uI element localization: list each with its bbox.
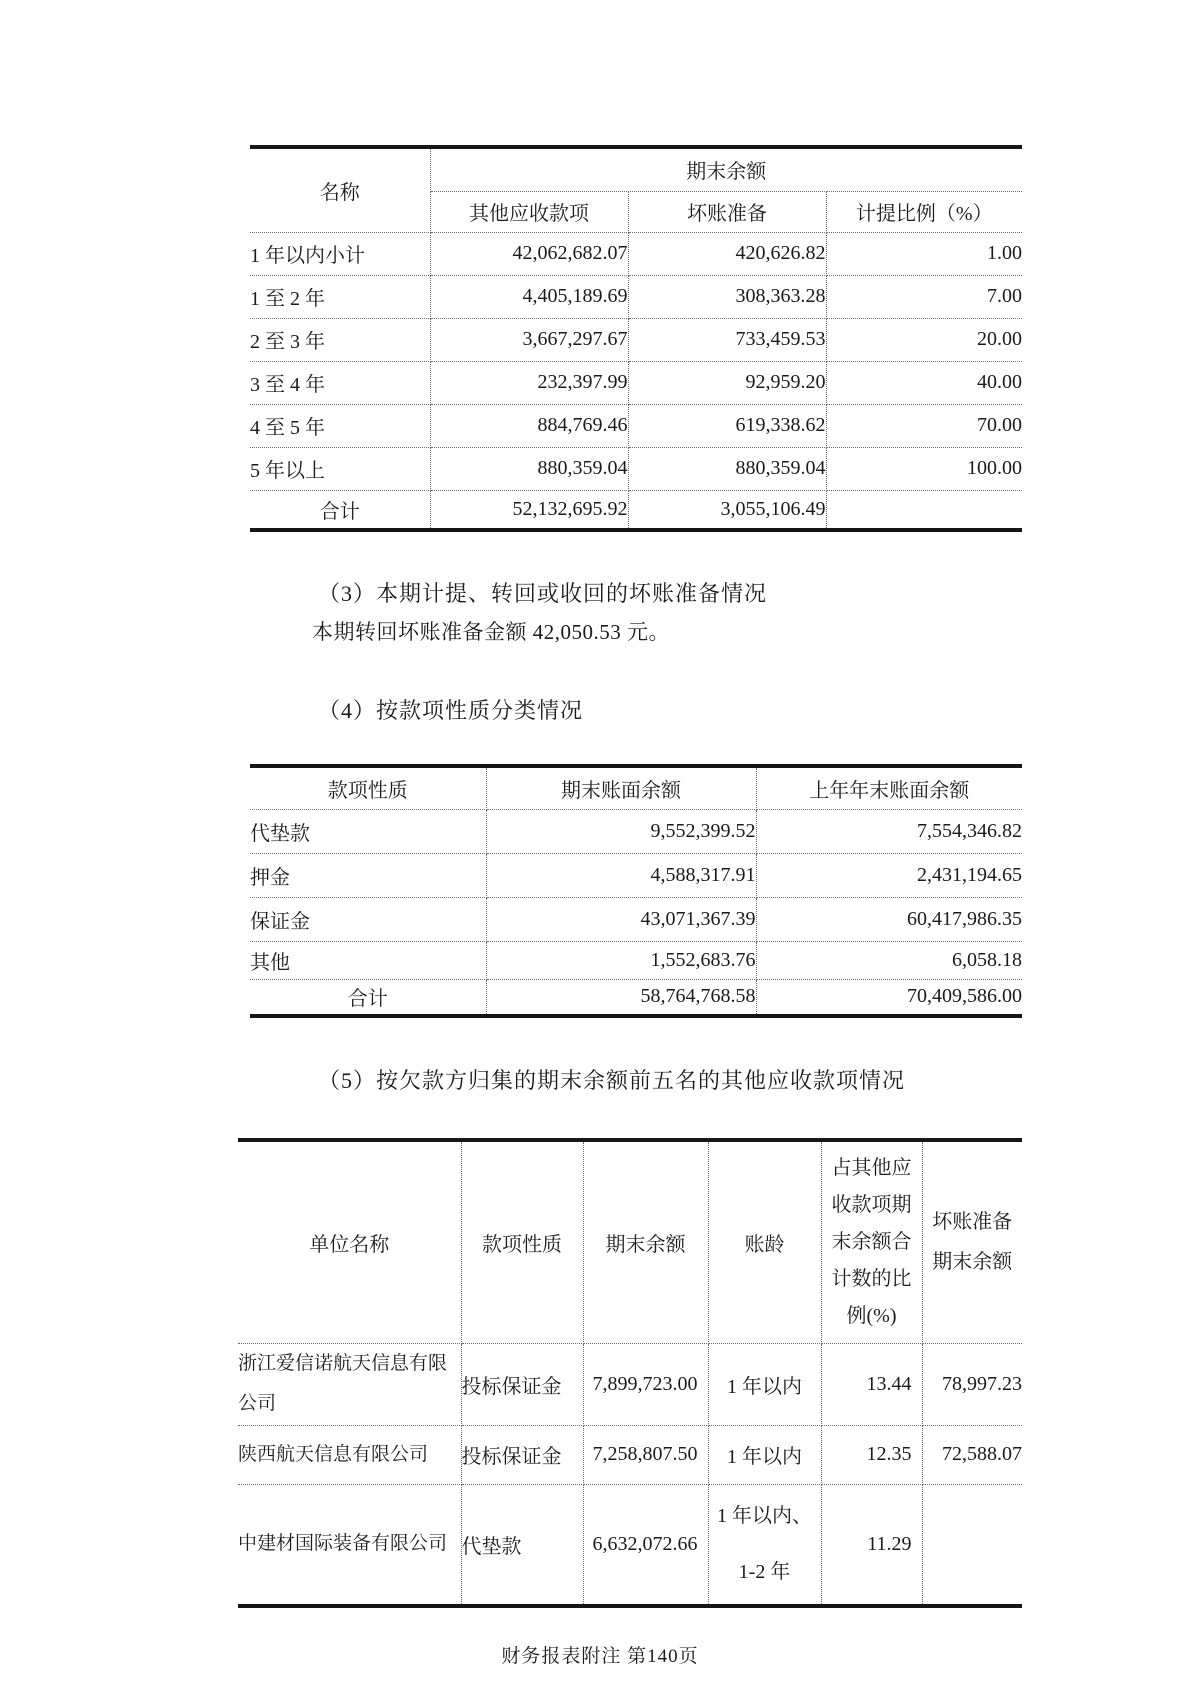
nature-row-current: 1,552,683.76 [486, 941, 756, 979]
aging-row-receivable: 4,405,189.69 [430, 275, 628, 318]
table-row [250, 897, 1022, 941]
nature-row-label: 押金 [250, 853, 486, 897]
aging-row-label: 1 年以内小计 [250, 232, 430, 275]
table-row [250, 232, 1022, 275]
aging-col-baddebt: 坏账准备 [628, 191, 826, 232]
aging-total-ratio [826, 490, 1022, 530]
aging-row-ratio: 20.00 [826, 318, 1022, 361]
aging-row-baddebt: 880,359.04 [628, 447, 826, 490]
table-row [250, 809, 1022, 853]
top5-row-unit: 浙江爱信诺航天信息有限公司 [238, 1343, 461, 1425]
table-row [250, 853, 1022, 897]
nature-row-prior: 2,431,194.65 [756, 853, 1022, 897]
top5-col-nature: 款项性质 [461, 1140, 583, 1343]
aging-total-label: 合计 [250, 490, 430, 530]
nature-total-prior: 70,409,586.00 [907, 985, 1022, 1008]
aging-row-ratio: 100.00 [826, 447, 1022, 490]
table-row [250, 447, 1022, 490]
nature-row-label: 保证金 [250, 897, 486, 941]
top5-row-baddebt: 78,997.23 [922, 1343, 1022, 1425]
aging-col-ratio: 计提比例（%） [826, 191, 1022, 232]
aging-row-receivable: 884,769.46 [430, 404, 628, 447]
nature-col-current: 期末账面余额 [486, 766, 756, 809]
table-row [250, 275, 1022, 318]
top5-col-baddebt: 坏账准备 期末余额 [922, 1140, 1022, 1343]
table-row [250, 361, 1022, 404]
section-3-heading: （3）本期计提、转回或收回的坏账准备情况 [318, 581, 768, 606]
aging-row-baddebt: 619,338.62 [628, 404, 826, 447]
aging-row-baddebt: 733,459.53 [628, 318, 826, 361]
nature-total-current: 58,764,768.58 [486, 979, 756, 1016]
section-3-note: 本期转回坏账准备金额 42,050.53 元。 [312, 620, 670, 644]
aging-row-label: 2 至 3 年 [250, 318, 430, 361]
section-4-heading: （4）按款项性质分类情况 [318, 698, 584, 723]
top5-col-unit: 单位名称 [238, 1140, 461, 1343]
nature-table [250, 764, 1022, 1018]
table-row [238, 1484, 1022, 1606]
table-row [250, 318, 1022, 361]
top5-table [238, 1138, 1022, 1608]
aging-row-ratio: 1.00 [826, 232, 1022, 275]
section-5-heading: （5）按欠款方归集的期末余额前五名的其他应收款项情况 [318, 1068, 906, 1093]
top5-row-baddebt [922, 1484, 1022, 1606]
aging-group-header: 期末余额 [430, 147, 1022, 191]
aging-name-header: 名称 [250, 147, 430, 232]
top5-row-unit: 中建材国际装备有限公司 [238, 1484, 461, 1606]
top5-row-balance: 6,632,072.66 [583, 1484, 708, 1606]
top5-row-balance: 7,258,807.50 [583, 1425, 708, 1484]
top5-col-balance: 期末余额 [583, 1140, 708, 1343]
top5-row-unit: 陕西航天信息有限公司 [238, 1425, 461, 1484]
nature-row-current: 43,071,367.39 [486, 897, 756, 941]
aging-row-label: 3 至 4 年 [250, 361, 430, 404]
aging-row-baddebt: 420,626.82 [628, 232, 826, 275]
nature-col-prior: 上年年末账面余额 [756, 766, 1022, 809]
table-total-row [250, 979, 1022, 1016]
top5-row-ratio: 13.44 [821, 1343, 922, 1425]
table-row [250, 941, 1022, 979]
nature-col-nature: 款项性质 [250, 766, 486, 809]
aging-table [250, 145, 1022, 532]
top5-col-ratio: 占其他应 收款项期 末余额合 计数的比 例(%) [821, 1140, 922, 1343]
table-row [238, 1343, 1022, 1425]
top5-row-balance: 7,899,723.00 [583, 1343, 708, 1425]
table-row [250, 404, 1022, 447]
top5-row-ratio: 11.29 [821, 1484, 922, 1606]
top5-row-baddebt: 72,588.07 [922, 1425, 1022, 1484]
nature-row-prior: 6,058.18 [756, 941, 1022, 979]
aging-row-label: 4 至 5 年 [250, 404, 430, 447]
aging-row-receivable: 3,667,297.67 [430, 318, 628, 361]
nature-row-current: 9,552,399.52 [486, 809, 756, 853]
aging-row-ratio: 70.00 [826, 404, 1022, 447]
nature-row-label: 代垫款 [250, 809, 486, 853]
aging-row-baddebt: 92,959.20 [628, 361, 826, 404]
nature-total-label: 合计 [250, 979, 486, 1016]
aging-row-baddebt: 308,363.28 [628, 275, 826, 318]
table-row [238, 1425, 1022, 1484]
aging-row-receivable: 232,397.99 [430, 361, 628, 404]
nature-row-label: 其他 [250, 941, 486, 979]
nature-row-prior: 60,417,986.35 [756, 897, 1022, 941]
top5-col-aging: 账龄 [708, 1140, 821, 1343]
top5-row-aging: 1 年以内 [708, 1343, 821, 1425]
top5-row-nature: 投标保证金 [461, 1343, 583, 1425]
nature-row-current: 4,588,317.91 [486, 853, 756, 897]
aging-row-receivable: 42,062,682.07 [430, 232, 628, 275]
top5-row-nature: 投标保证金 [461, 1425, 583, 1484]
aging-row-label: 5 年以上 [250, 447, 430, 490]
table-total-row [250, 490, 1022, 530]
top5-row-nature: 代垫款 [461, 1484, 583, 1606]
aging-total-receivable: 52,132,695.92 [430, 490, 628, 530]
nature-row-prior: 7,554,346.82 [756, 809, 1022, 853]
page-footer: 财务报表附注 第140页 [501, 1646, 699, 1667]
aging-row-ratio: 40.00 [826, 361, 1022, 404]
aging-row-label: 1 至 2 年 [250, 275, 430, 318]
top5-row-aging: 1 年以内、 1-2 年 [708, 1484, 821, 1606]
aging-col-receivable: 其他应收款项 [430, 191, 628, 232]
aging-total-baddebt: 3,055,106.49 [628, 490, 826, 530]
aging-row-receivable: 880,359.04 [430, 447, 628, 490]
top5-row-aging: 1 年以内 [708, 1425, 821, 1484]
aging-row-ratio: 7.00 [826, 275, 1022, 318]
top5-row-ratio: 12.35 [821, 1425, 922, 1484]
